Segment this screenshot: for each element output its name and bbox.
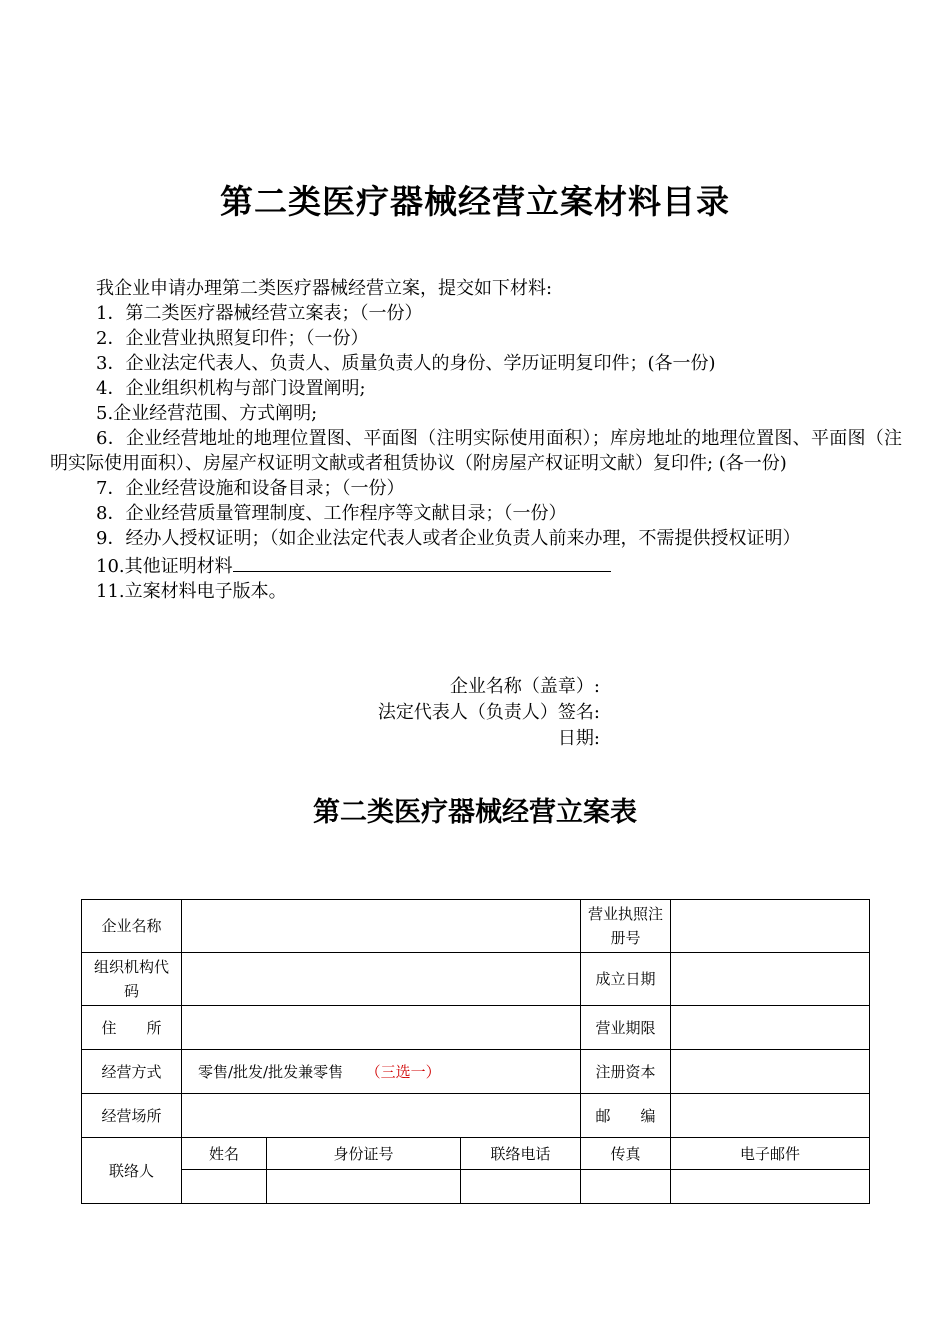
registered-capital-field[interactable]	[671, 1050, 870, 1094]
postcode-label: 邮 编	[581, 1094, 671, 1138]
registered-capital-label: 注册资本	[581, 1050, 671, 1094]
org-code-field[interactable]	[182, 953, 581, 1006]
filing-form-table	[81, 899, 870, 1204]
contact-col-fax: 传真	[581, 1138, 671, 1170]
list-item: 1．第二类医疗器械经营立案表；（一份）	[96, 303, 423, 324]
contact-col-name: 姓名	[182, 1138, 267, 1170]
table-row	[82, 1170, 870, 1204]
table-row	[82, 900, 870, 953]
table-row	[82, 1050, 870, 1094]
list-item: 8．企业经营质量管理制度、工作程序等文献目录；（一份）	[96, 503, 567, 524]
contact-fax-field[interactable]	[581, 1170, 671, 1204]
table-row	[82, 953, 870, 1006]
business-site-field[interactable]	[182, 1094, 581, 1138]
business-term-field[interactable]	[671, 1006, 870, 1050]
contact-name-field[interactable]	[182, 1170, 267, 1204]
fill-in-blank[interactable]	[233, 551, 611, 572]
mode-options-text: 零售/批发/批发兼零售	[198, 1062, 344, 1081]
other-materials-label: 10.其他证明材料	[96, 556, 233, 577]
form-title: 第二类医疗器械经营立案表	[313, 797, 637, 828]
contact-col-email: 电子邮件	[671, 1138, 870, 1170]
list-item: 11.立案材料电子版本。	[96, 581, 287, 602]
founded-date-field[interactable]	[671, 953, 870, 1006]
legal-rep-signature-label: 法定代表人（负责人）签名:	[377, 702, 600, 723]
contact-id-number-field[interactable]	[267, 1170, 461, 1204]
list-item: 6．企业经营地址的地理位置图、平面图（注明实际使用面积）；库房地址的地理位置图、平面图（注明实际使用面积）、房屋产权证明文献或者租赁协议（附房屋产权证明文献）复印件; (各一份)	[50, 428, 902, 474]
list-item: 4．企业组织机构与部门设置阐明;	[96, 378, 366, 399]
document-title: 第二类医疗器械经营立案材料目录	[220, 182, 730, 221]
org-code-label: 组织机构代 码	[82, 953, 182, 1006]
license-no-label: 营业执照注册号	[581, 900, 671, 953]
list-item	[50, 551, 902, 579]
business-term-label: 营业期限	[581, 1006, 671, 1050]
contact-email-field[interactable]	[671, 1170, 870, 1204]
contact-phone-field[interactable]	[461, 1170, 581, 1204]
address-field[interactable]	[182, 1006, 581, 1050]
founded-date-label: 成立日期	[581, 953, 671, 1006]
license-no-field[interactable]	[671, 900, 870, 953]
business-mode-label: 经营方式	[82, 1050, 182, 1094]
materials-list	[50, 276, 902, 604]
list-item: 9．经办人授权证明；（如企业法定代表人或者企业负责人前来办理，不需提供授权证明）	[96, 528, 801, 549]
company-name-field[interactable]	[182, 900, 581, 953]
contact-col-phone: 联络电话	[461, 1138, 581, 1170]
intro-text: 我企业申请办理第二类医疗器械经营立案，提交如下材料:	[96, 278, 553, 299]
list-item: 3．企业法定代表人、负责人、质量负责人的身份、学历证明复印件；(各一份)	[96, 353, 716, 374]
address-label: 住 所	[82, 1006, 182, 1050]
list-item: 2．企业营业执照复印件；（一份）	[96, 328, 369, 349]
company-seal-label: 企业名称（盖章）:	[449, 676, 600, 697]
company-name-label: 企业名称	[82, 900, 182, 953]
postcode-field[interactable]	[671, 1094, 870, 1138]
business-mode-field[interactable]	[182, 1050, 581, 1094]
list-item: 7．企业经营设施和设备目录；（一份）	[96, 478, 405, 499]
table-row	[82, 1138, 870, 1170]
contact-label: 联络人	[82, 1138, 182, 1204]
business-site-label: 经营场所	[82, 1094, 182, 1138]
date-label: 日期:	[557, 728, 600, 749]
table-row	[82, 1006, 870, 1050]
table-row	[82, 1094, 870, 1138]
list-item: 5.企业经营范围、方式阐明;	[96, 403, 318, 424]
mode-choice-note: （三选一）	[373, 1062, 441, 1081]
contact-col-id-number: 身份证号	[267, 1138, 461, 1170]
